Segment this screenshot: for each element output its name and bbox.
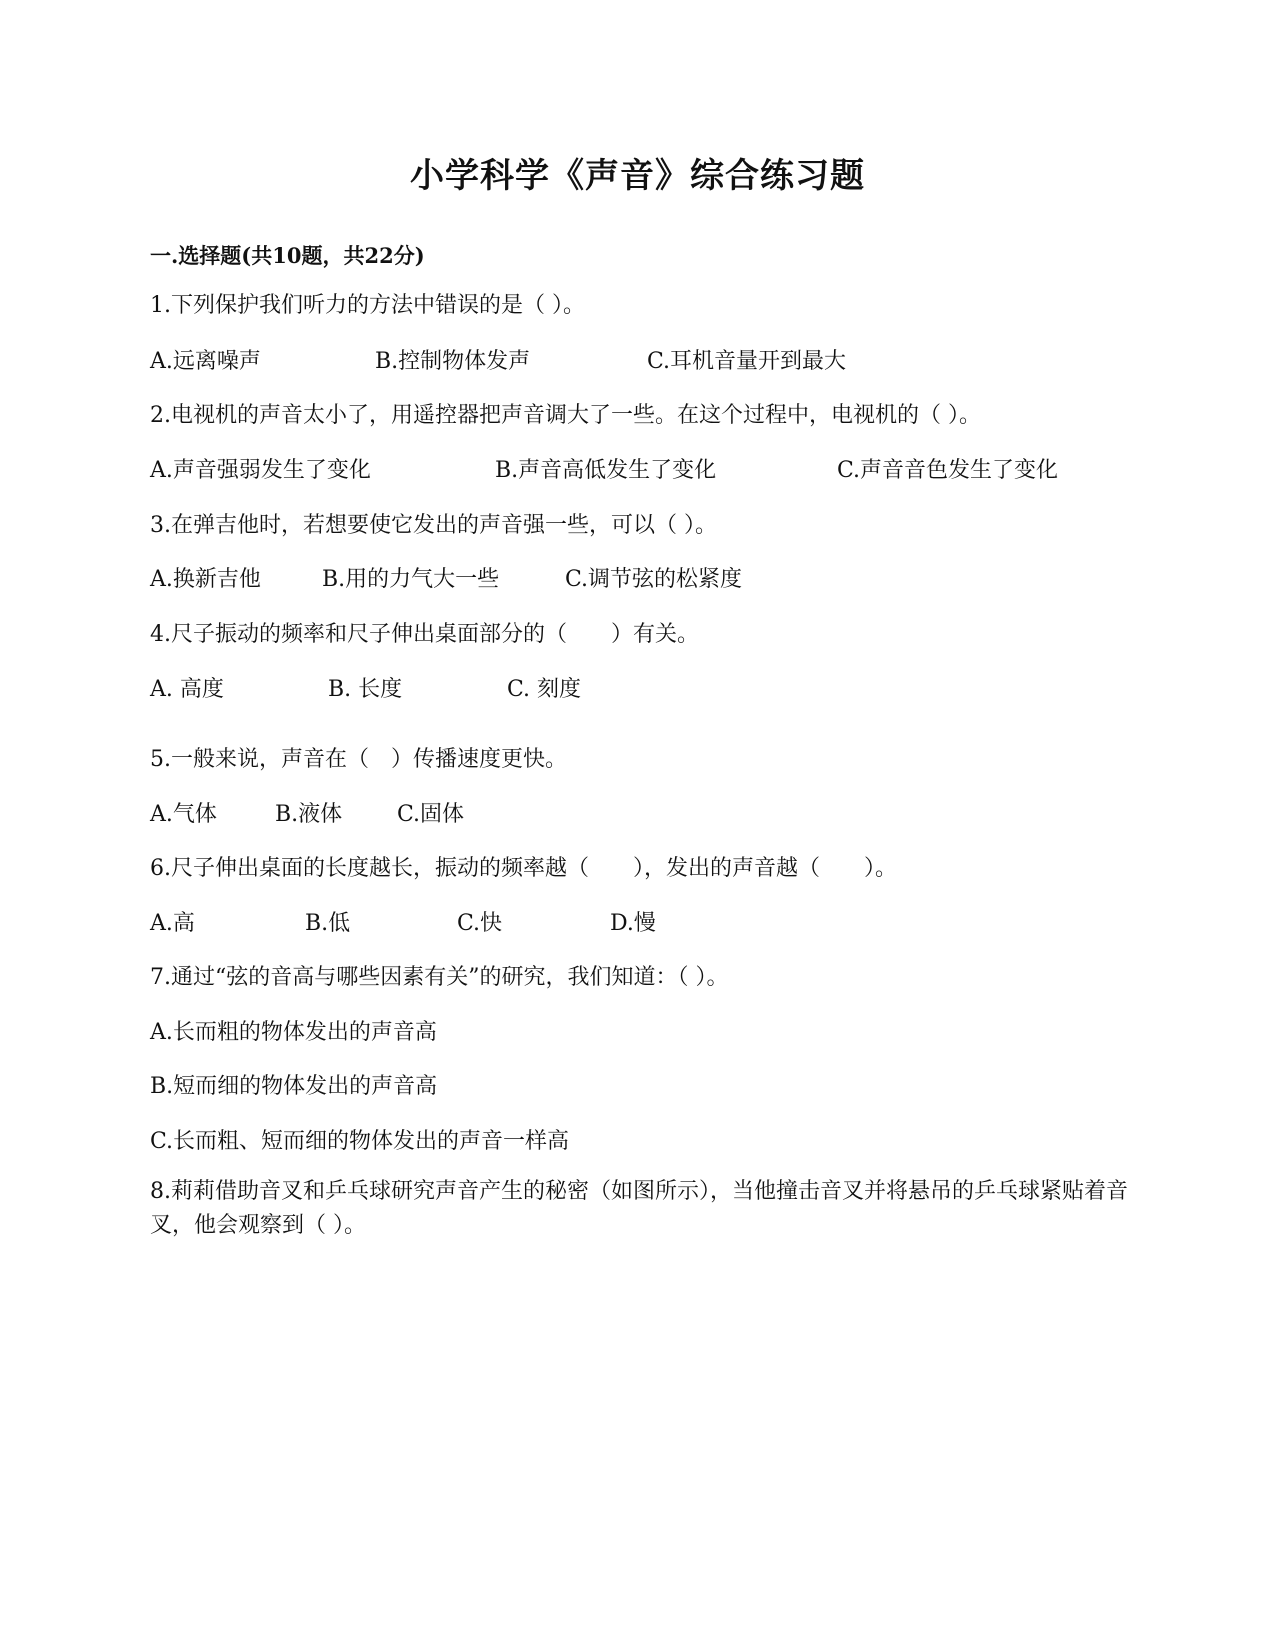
question-5-option-a: A.气体 [150,802,217,827]
question-2-stem: 2.电视机的声音太小了，用遥控器把声音调大了一些。在这个过程中，电视机的（ ）。 [150,403,981,428]
question-6-option-b: B.低 [305,911,351,936]
question-5-option-c: C.固体 [397,802,465,827]
question-6-option-c: C.快 [457,911,503,936]
question-1-option-b: B.控制物体发声 [375,349,531,374]
question-3-option-b: B.用的力气大一些 [322,567,500,592]
question-8-stem: 8.莉莉借助音叉和乒乓球研究声音产生的秘密（如图所示），当他撞击音叉并将悬吊的乒乓球紧贴着音叉，他会观察到（ ）。 [150,1179,1128,1238]
question-4-option-c: C. 刻度 [507,677,582,702]
question-5-stem: 5.一般来说，声音在（ ）传播速度更快。 [150,747,567,772]
question-4-option-a: A. 高度 [150,677,224,702]
question-3-option-a: A.换新吉他 [150,567,261,592]
question-5-option-b: B.液体 [275,802,343,827]
question-3-option-c: C.调节弦的松紧度 [565,567,743,592]
question-7-option-a: A.长而粗的物体发出的声音高 [150,1020,437,1045]
question-6-option-a: A.高 [150,911,195,936]
question-3-stem: 3.在弹吉他时，若想要使它发出的声音强一些，可以（ ）。 [150,513,717,538]
question-4-option-b: B. 长度 [328,677,403,702]
question-4-stem: 4.尺子振动的频率和尺子伸出桌面部分的（ ）有关。 [150,622,699,647]
question-7-stem: 7.通过“弦的音高与哪些因素有关”的研究，我们知道：（ ）。 [150,965,729,990]
question-6-stem: 6.尺子伸出桌面的长度越长，振动的频率越（ ），发出的声音越（ ）。 [150,856,897,881]
question-1-option-c: C.耳机音量开到最大 [647,349,847,374]
question-6-option-d: D.慢 [610,911,656,936]
question-7-option-b: B.短而细的物体发出的声音高 [150,1074,438,1099]
question-2-option-b: B.声音高低发生了变化 [495,458,717,483]
question-1-option-a: A.远离噪声 [150,349,261,374]
page-title: 小学科学《声音》综合练习题 [410,156,865,196]
question-1-stem: 1.下列保护我们听力的方法中错误的是（ ）。 [150,293,585,318]
question-2-option-a: A.声音强弱发生了变化 [150,458,371,483]
question-7-option-c: C.长而粗、短而细的物体发出的声音一样高 [150,1129,570,1154]
question-2-option-c: C.声音音色发生了变化 [837,458,1059,483]
section-heading: 一.选择题(共10题，共22分) [150,243,425,268]
